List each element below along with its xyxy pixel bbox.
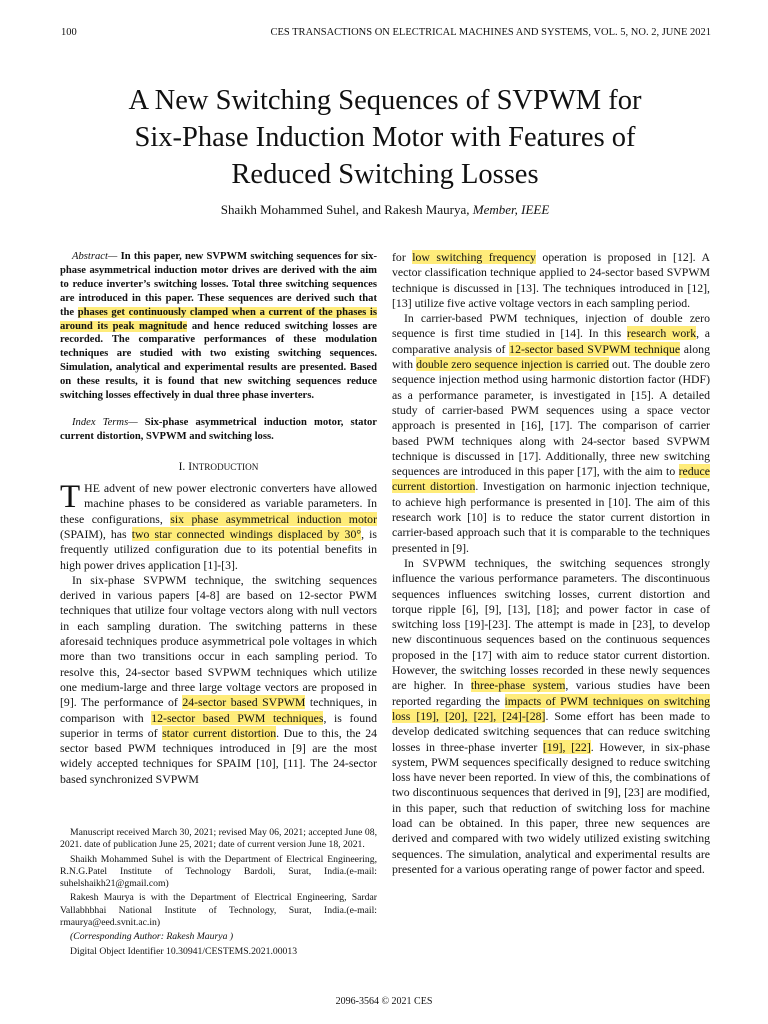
highlight: impacts of PWM techniques on switching loss [19], [20], [22], [24]-[28] bbox=[392, 693, 710, 723]
footnotes bbox=[60, 827, 377, 960]
right-paragraph-2: In SVPWM techniques, the switching sequences strongly influence the various performance parameters. The discontinuous sequences influences switching losses, current distortion and torque ripple [6], [9], [13], [18]; and power factor in case of switching loss [19]-[23]. The attempt is made in [23], to develop new discontinuous sequences based on the continuous sequences proposed in the [17] with aim to reduce stator current distortion. However, the switching losses recorded in these newly sequences are higher. In three-phase system, various studies have been reported regarding the impacts of PWM techniques on switching loss [19], [20], [22], [24]-[28]. Some effort has been made to develop dedicated switching sequences that can reduce switching losses in three-phase inverter [19], [22]. However, in six-phase system, PWM sequences specifically designed to reduce switching loss have never been reported. In view of this, the combinations of two discontinuous sequences that derived in [9], [23] are modified, in this paper, such that reduction of switching loss for machine load can be obtained. In this paper, three new sequences are derived and compared with two widely utilized existing switching sequences. The simulation, analytical and experimental results are presented for a various operating range of power factor and speed. bbox=[392, 555, 711, 876]
highlight: stator current distortion bbox=[162, 725, 277, 740]
page-number: 100 bbox=[61, 27, 77, 38]
intro-paragraph-1: THE advent of new power electronic converters have allowed machine phases to be considered as variable parameters. In these configurations, six phase asymmetrical induction motor (SPAIM), has two star connected windings displaced by 30°, is frequently utilized configuration due to its potential benefits in high power drives application [1]-[3]. bbox=[60, 479, 377, 572]
section-heading: I. INTRODUCTION bbox=[178, 460, 259, 473]
footnote-received: Manuscript received March 30, 2021; revised May 06, 2021; accepted June 08, 2021. date of publication June 25, 2021; date of current version June 18, 2021. bbox=[60, 827, 377, 851]
paper-title bbox=[60, 82, 710, 193]
footnote-corresponding: (Corresponding Author: Rakesh Maurya ) bbox=[70, 931, 234, 943]
highlight: reduce current distortion bbox=[392, 464, 710, 494]
right-paragraph-0: for low switching frequency operation is proposed in [12]. A vector classification technique applied to 24-sector based SVPWM technique is discussed in [13]. The techniques introduced in [12], [13] utilize five active voltage vectors in each sampling period. bbox=[392, 250, 710, 310]
index-terms-label: Index Terms— bbox=[72, 416, 138, 428]
footnote-author1: Shaikh Mohammed Suhel is with the Department of Electrical Engineering, R.N.G.Patel Institute of Technology Bardoli, Surat, India.(e-mail: suhelshaikh21@gmail.com) bbox=[60, 853, 377, 890]
right-column bbox=[392, 250, 710, 877]
highlight: phases get continuously clamped when a current of the phases is around its peak magnitude bbox=[60, 306, 377, 332]
highlight: low switching frequency bbox=[412, 250, 536, 264]
highlight: six phase asymmetrical induction motor bbox=[170, 511, 377, 526]
highlight: double zero sequence injection is carried bbox=[416, 357, 610, 372]
abstract-label: Abstract— bbox=[72, 251, 118, 262]
highlight: 24-sector based SVPWM bbox=[182, 695, 306, 710]
author-names: Shaikh Mohammed Suhel, and Rakesh Maurya bbox=[220, 202, 467, 217]
title-line: Six-Phase Induction Motor with Features of bbox=[134, 122, 636, 153]
highlight: 12-sector based PWM techniques bbox=[151, 710, 324, 725]
journal-header: CES TRANSACTIONS ON ELECTRICAL MACHINES AND SYSTEMS, VOL. 5, NO. 2, JUNE 2021 bbox=[270, 27, 711, 38]
highlight: three-phase system bbox=[470, 678, 566, 693]
index-terms: Index Terms— Six-phase asymmetrical induction motor, stator current distortion, SVPWM and switching loss. bbox=[60, 416, 377, 442]
intro-paragraph-2: In six-phase SVPWM technique, the switching sequences derived in various papers [4-8] are based on 12-sector PWM techniques that utilize four voltage vectors along with null vectors in each sampling duration. The switching patterns in these aforesaid techniques produce asymmetrical pole voltages in which more than two transitions occur in each sampling period. To resolve this, 24-sector based SVPWM techniques which utilize one medium-large and three large voltage vectors are proposed in [9]. The performance of 24-sector based SVPWM techniques, in comparison with 12-sector based PWM techniques, is found superior in terms of stator current distortion. Due to this, the 24 sector based PWM techniques introduced in [9] are the most widely accepted techniques for SPAIM [10], [11]. The 24-sector based synchronized SVPWM bbox=[60, 572, 378, 786]
highlight: two star connected windings displaced by 30° bbox=[131, 526, 362, 541]
drop-cap: T bbox=[60, 479, 81, 516]
footnote-author2: Rakesh Maurya is with the Department of Electrical Engineering, Sardar Vallabhbhai National Institute of Technology, Surat, India.(e-mail: rmaurya@eed.svnit.ac.in) bbox=[60, 892, 377, 929]
highlight: [19], [22] bbox=[542, 739, 591, 754]
title-line: A New Switching Sequences of SVPWM for bbox=[128, 85, 642, 116]
highlight: research work bbox=[626, 326, 697, 341]
title-line: Reduced Switching Losses bbox=[231, 159, 539, 190]
abstract: Abstract— In this paper, new SVPWM switching sequences for six-phase asymmetrical induction motor drives are derived with the aim to reduce inverter’s switching losses. Total three switching sequences are introduced in this paper. These sequences are derived such that the phases get continuously clamped when a current of the phases is around its peak magnitude and hence reduced switching losses are recorded. The comparative performances of these modulation techniques are studied with two existing switching sequences. Simulation, analytical and experimental results are presented. Based on these results, it is found that new switching sequences reduce switching losses effectively in dual three phase inverters. bbox=[60, 251, 377, 402]
left-column bbox=[60, 250, 377, 787]
highlight: 12-sector based SVPWM technique bbox=[509, 341, 681, 356]
author-line bbox=[60, 202, 710, 218]
author-membership: , Member, IEEE bbox=[466, 202, 550, 217]
right-paragraph-1: In carrier-based PWM techniques, injection of double zero sequence is first time studied in [14]. In this research work, a comparative analysis of 12-sector based SVPWM technique along with double zero sequence injection is carried out. The double zero sequence injection method using harmonic distortion factor (HDF) as a performance parameter, is investigated in [15]. A detailed study of carrier-based PWM sequences using a space vector approach is presented in [16], [17]. The comparison of carrier based PWM techniques along with 24-sector based SVPWM technique is discussed in [17]. Additionally, three new switching sequences are introduced in this paper [17], with the aim to reduce current distortion. Investigation on harmonic injection technique, to achieve high performance is presented in [10]. The aim of this research work [10] is to reduce the stator current distortion in carrier-based approach such that it is comparable to the techniques presented in [9]. bbox=[392, 311, 711, 555]
page-footer: 2096-3564 © 2021 CES bbox=[335, 996, 433, 1007]
footnote-doi: Digital Object Identifier 10.30941/CESTEMS.2021.00013 bbox=[70, 945, 298, 957]
